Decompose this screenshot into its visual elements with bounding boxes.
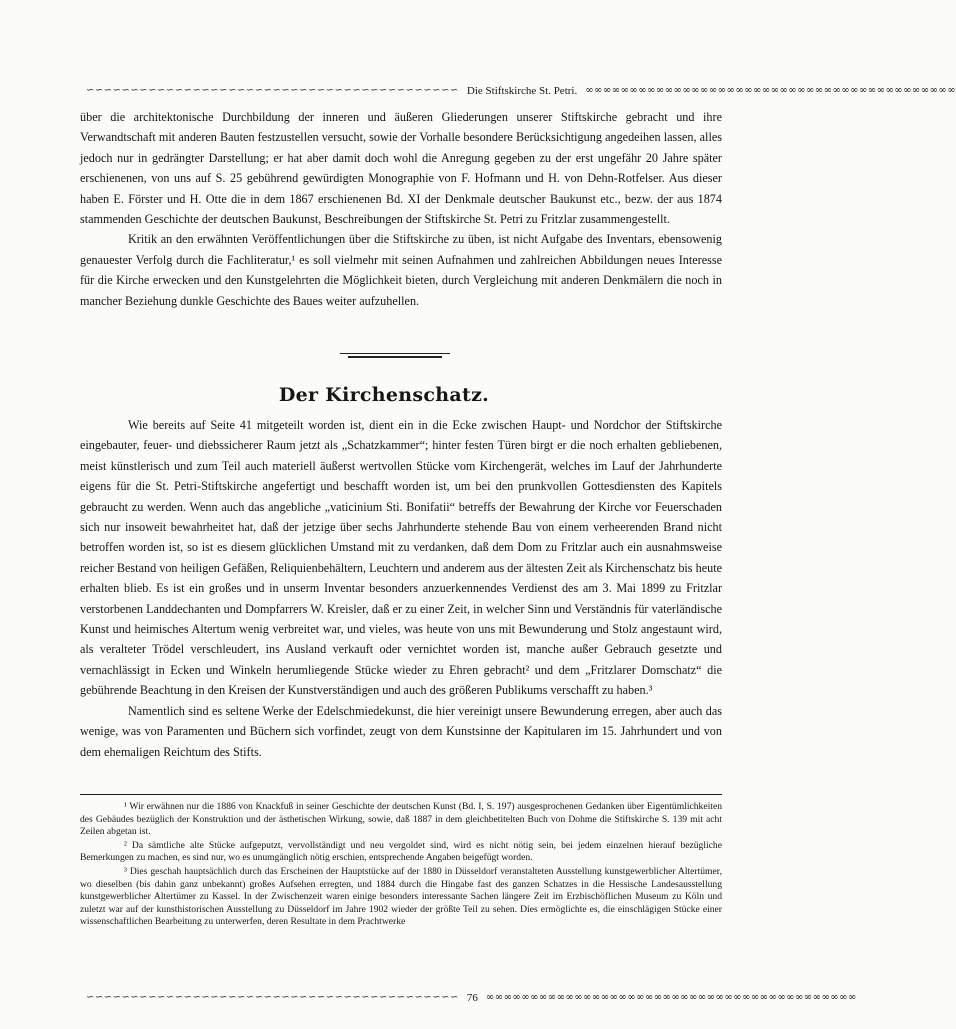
intro-text	[80, 107, 722, 311]
footnote: ² Da sämtliche alte Stücke aufgeputzt, vervollständigt und neu vergoldet sind, wird es nicht nötig sein, bei jedem einzelnen hierauf bezügliche Bemerkungen zu machen, es sind nur, wo es unumgänglich nötig erschien, entsprechende Angaben beigefügt worden.	[80, 839, 722, 864]
section-paragraph: Wie bereits auf Seite 41 mitgeteilt worden ist, dient ein in die Ecke zwischen Haupt- und Nordchor der Stiftskirche eingebauter, feuer- und diebssicherer Raum jetzt als „Schatzkammer“; hinter festen Türen birgt er die noch erhalten gebliebenen, meist künstlerisch und zum Teil auch materiell äußerst wertvollen Stücke vom Kirchengerät, welches im Lauf der Jahrhunderte eigens für die St. Petri-Stiftskirche angefertigt und beschafft worden ist, um bei den prunkvollen Gottesdiensten des Kapitels gebraucht zu werden. Wenn auch das angebliche „vaticinium Sti. Bonifatii“ betreffs der Bewahrung der Kirche vor Feuerschaden sich nur insoweit bewahrheitet hat, daß der jetzige über sechs Jahrhunderte stehende Bau von einem verheerenden Brand nicht betroffen worden ist, so ist es diesem glücklichen Umstand mit zu verdanken, daß dem Dom zu Fritzlar auch ein ausnahmsweise reicher Bestand von heiligen Gefäßen, Reliquienbehältern, Leuchtern und anderem aus der ältesten Zeit als Kirchenschatz bis heute erhalten blieb. Es ist ein großes und in unserm Inventar besonders anzuerkennendes Verdienst des am 3. Mai 1899 zu Fritzlar verstorbenen Landdechanten und Dompfarrers W. Kreisler, daß er zu einer Zeit, in welcher Sinn und Verständnis für vaterländische Kunst und heimisches Altertum wenig verbreitet war, und vieles, was heute von uns mit Bewunderung und Stolz angestaunt wird, als veralteter Trödel verschleudert, ins Ausland verkauft oder vernichtet worden ist, manche außer Gebrauch gesetzte und vernachlässigt in Ecken und Winkeln herumliegende Stücke wieder zu Ehren gebracht² und dem „Fritzlarer Domschatz“ die gebührende Beachtung in den Kreisen der Kunstverständigen und auch des größeren Publikums verschafft zu haben.³	[80, 418, 722, 698]
foot-ornament-left: ∽∽∽∽∽∽∽∽∽∽∽∽∽∽∽∽∽∽∽∽∽∽∽∽∽∽∽∽∽∽∽∽∽∽∽∽∽∽∽∽∽∽	[86, 992, 459, 1003]
running-foot	[86, 989, 857, 1007]
intro-paragraph: über die architektonische Durchbildung der inneren und äußeren Gliederungen unserer Stiftskirche gebracht und ihre Verwandtschaft mit anderen Bauten festzustellen versucht, sowie der Vorhalle besondere Berücksichtigung angedeihen lassen, alles jedoch nur in gedrängter Darstellung; er hat aber damit doch wohl die Anregung gegeben zu der erst ungefähr 20 Jahre später erschienenen, von uns auf S. 25 gebührend gewürdigten Monographie von F. Hofmann und H. von Dehn-Rotfelser. Aus dieser haben E. Förster und H. Otte die in dem 1867 erschienenen Bd. XI der Denkmale deutscher Baukunst etc., bezw. der aus 1874 stammenden Geschichte der deutschen Baukunst, Beschreibungen der Stiftskirche St. Petri zu Fritzlar zusammengestellt.	[80, 110, 722, 227]
section-paragraph: Namentlich sind es seltene Werke der Edelschmiedekunst, die hier vereinigt unsere Bewunderung erregen, aber auch das wenige, was von Paramenten und Büchern sich vorfindet, zeugt von dem Kunstsinne der Kapitularen im 15. Jahrhundert und von dem ehemaligen Reichtum des Stifts.	[80, 703, 722, 759]
running-head	[86, 82, 956, 100]
section-title: Der Kirchenschatz.	[278, 384, 490, 406]
page-number: 76	[466, 992, 478, 1004]
section-text	[80, 415, 722, 762]
footnote: ³ Dies geschah hauptsächlich durch das Erscheinen der Hauptstücke auf der 1880 in Düsseldorf veranstalteten Ausstellung kunstgewerblicher Altertümer, wo dieselben (bis dahin ganz unbekannt) großes Aufsehen erregten, und 1884 durch die Hingabe fast des ganzen Schatzes in die Hessische Landesausstellung kunstgewerblicher Altertümer zu Kassel. In der Zwischenzeit waren einige besonders interessante Sachen längere Zeit im Erzbischöflichen Museum zu Köln und zuletzt war auf der kunsthistorischen Ausstellung zu Düsseldorf im Jahre 1902 wieder der größte Teil zu sehen. Dies ermöglichte es, die einschlägigen Stücke einer wissenschaftlichen Bearbeitung zu unterwerfen, deren Resultate in dem Prachtwerke	[80, 865, 722, 928]
intro-paragraph: Kritik an den erwähnten Veröffentlichungen über die Stiftskirche zu üben, ist nicht Aufgabe des Inventars, ebensowenig genauester Verfolg durch die Fachliteratur,¹ es soll vielmehr mit seinen Aufnahmen und zahlreichen Abbildungen neues Interesse für die Kirche erwecken und den Kunstgelehrten die Möglichkeit bieten, durch Vergleichung mit anderen Denkmälern die noch in mancher Beziehung dunkle Geschichte des Baues weiter aufzuhellen.	[80, 232, 722, 308]
section-divider	[340, 353, 450, 359]
head-ornament-right: ∞∞∞∞∞∞∞∞∞∞∞∞∞∞∞∞∞∞∞∞∞∞∞∞∞∞∞∞∞∞∞∞∞∞∞∞∞∞∞∞∞∞	[585, 85, 956, 96]
foot-ornament-right: ∞∞∞∞∞∞∞∞∞∞∞∞∞∞∞∞∞∞∞∞∞∞∞∞∞∞∞∞∞∞∞∞∞∞∞∞∞∞∞∞∞∞	[485, 992, 857, 1003]
footnote-rule	[80, 794, 722, 795]
footnote: ¹ Wir erwähnen nur die 1886 von Knackfuß in seiner Geschichte der deutschen Kunst (Bd. I, S. 197) ausgesprochenen Gedanken über Eigentümlichkeiten des Gebäudes bezüglich der Konstruktion und der ästhetischen Wirkung, sowie, daß 1887 in dem gleichbetitelten Buch von Dohme die Stiftskirche S. 139 mit acht Zeilen abgetan ist.	[80, 801, 722, 838]
footnotes	[80, 801, 722, 929]
head-ornament-left: ∽∽∽∽∽∽∽∽∽∽∽∽∽∽∽∽∽∽∽∽∽∽∽∽∽∽∽∽∽∽∽∽∽∽∽∽∽∽∽∽∽∽	[86, 85, 459, 96]
running-head-title: Die Stiftskirche St. Petri.	[466, 85, 578, 97]
